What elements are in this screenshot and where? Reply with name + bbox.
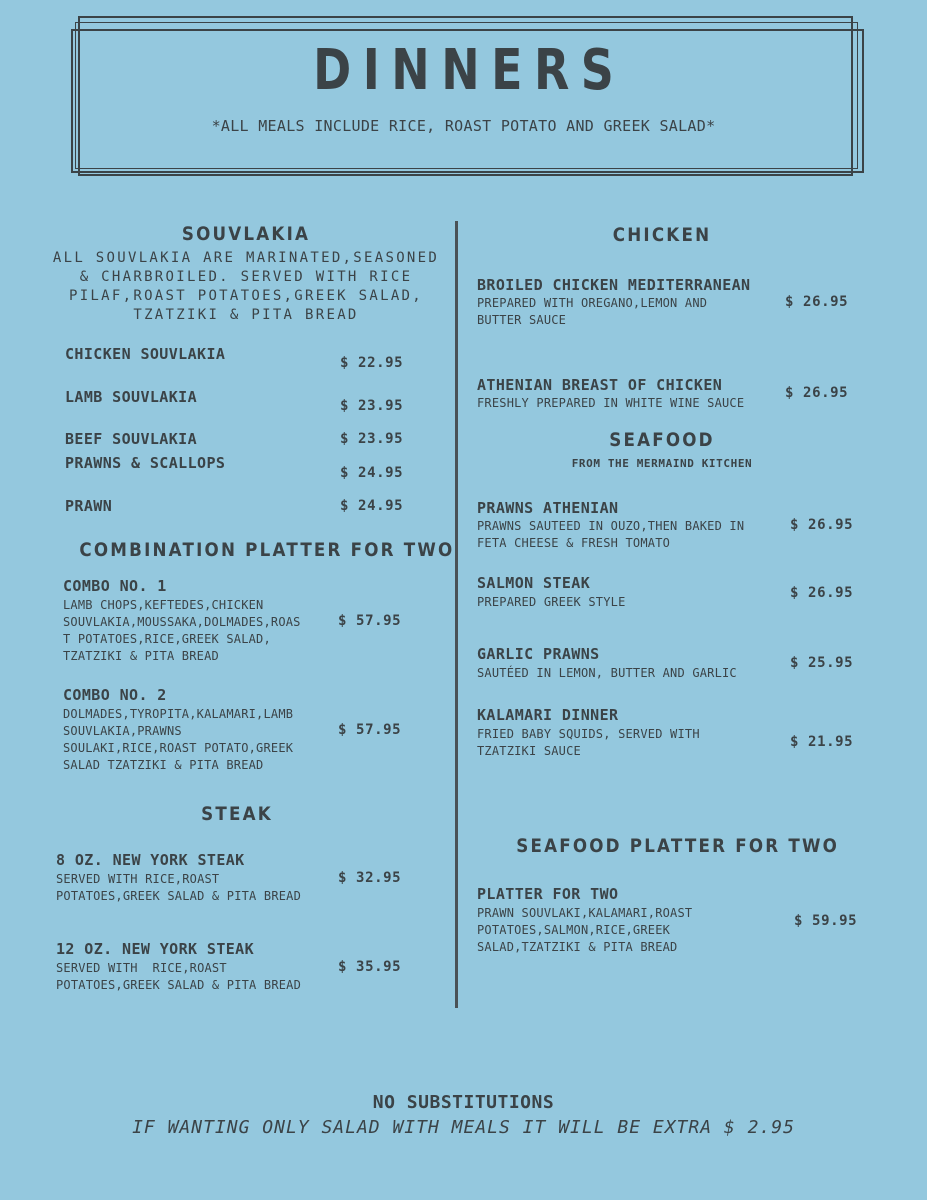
description-line: TZATZIKI SAUCE (477, 744, 581, 758)
description-line: BUTTER SAUCE (477, 313, 567, 327)
description-line: SALAD TZATZIKI & PITA BREAD (63, 758, 264, 772)
description-line: POTATOES,GREEK SALAD & PITA BREAD (56, 978, 302, 992)
menu-item-price: $ 35.95 (338, 959, 402, 975)
menu-item-name: LAMB SOUVLAKIA (65, 388, 198, 406)
souvlakia-intro (46, 249, 446, 325)
menu-item-description (477, 518, 777, 552)
menu-item-price: $ 26.95 (790, 585, 854, 601)
description-line: SAUTÉED IN LEMON, BUTTER AND GARLIC (477, 666, 737, 680)
menu-item-name: COMBO NO. 2 (63, 686, 167, 704)
menu-item-description (477, 295, 767, 329)
description-line: SOUVLAKIA,PRAWNS (63, 724, 182, 738)
menu-item-description (477, 905, 777, 956)
description-line: SOUVLAKIA,MOUSSAKA,DOLMADES,ROAS (63, 615, 301, 629)
description-line: T POTATOES,RICE,GREEK SALAD, (63, 632, 271, 646)
souvlakia-intro-line: TZATZIKI & PITA BREAD (133, 307, 359, 323)
souvlakia-intro-line: & CHARBROILED. SERVED WITH RICE (79, 269, 413, 285)
description-line: FRESHLY PREPARED IN WHITE WINE SAUCE (477, 396, 745, 410)
description-line: TZATZIKI & PITA BREAD (63, 649, 219, 663)
chicken-heading: CHICKEN (612, 224, 712, 246)
menu-item-name: KALAMARI DINNER (477, 706, 619, 724)
no-substitutions-note: NO SUBSTITUTIONS (372, 1092, 555, 1113)
description-line: SOULAKI,RICE,ROAST POTATO,GREEK (63, 741, 294, 755)
description-line: PREPARED GREEK STYLE (477, 595, 626, 609)
description-line: SERVED WITH RICE,ROAST (56, 872, 220, 886)
menu-item-name: PRAWN (65, 497, 113, 515)
menu-title: DINNERS (313, 38, 626, 103)
menu-item-price: $ 26.95 (790, 517, 854, 533)
souvlakia-intro-line: PILAF,ROAST POTATOES,GREEK SALAD, (68, 288, 424, 304)
menu-item-price: $ 59.95 (794, 913, 858, 929)
menu-item-description (477, 726, 777, 760)
description-line: PRAWN SOUVLAKI,KALAMARI,ROAST (477, 906, 693, 920)
menu-item-description (63, 706, 323, 774)
seafood-subheading: FROM THE MERMAIND KITCHEN (571, 457, 753, 470)
souvlakia-heading: SOUVLAKIA (181, 223, 311, 245)
description-line: PRAWNS SAUTEED IN OUZO,THEN BAKED IN (477, 519, 745, 533)
menu-item-price: $ 57.95 (338, 613, 402, 629)
menu-item-name: COMBO NO. 1 (63, 577, 167, 595)
menu-item-name: CHICKEN SOUVLAKIA (65, 345, 226, 363)
menu-item-name: PRAWNS & SCALLOPS (65, 454, 226, 472)
menu-item-price: $ 57.95 (338, 722, 402, 738)
seafood-heading: SEAFOOD (609, 429, 715, 451)
description-line: SALAD,TZATZIKI & PITA BREAD (477, 940, 678, 954)
menu-item-description (477, 594, 777, 611)
souvlakia-intro-line: ALL SOUVLAKIA ARE MARINATED,SEASONED (52, 250, 440, 266)
steak-heading: STEAK (201, 803, 273, 825)
menu-item-name: GARLIC PRAWNS (477, 645, 600, 663)
menu-item-name: PRAWNS ATHENIAN (477, 499, 619, 517)
description-line: PREPARED WITH OREGANO,LEMON AND (477, 296, 708, 310)
salad-extra-note: IF WANTING ONLY SALAD WITH MEALS IT WILL BE EXTRA $ 2.95 (132, 1117, 795, 1138)
menu-item-description (56, 960, 331, 994)
menu-item-price: $ 24.95 (340, 498, 404, 514)
menu-subtitle: *ALL MEALS INCLUDE RICE, ROAST POTATO AND GREEK SALAD* (211, 117, 716, 135)
description-line: DOLMADES,TYROPITA,KALAMARI,LAMB (63, 707, 294, 721)
menu-item-price: $ 32.95 (338, 870, 402, 886)
menu-item-price: $ 23.95 (340, 398, 404, 414)
combo-heading: COMBINATION PLATTER FOR TWO (79, 539, 455, 561)
description-line: POTATOES,GREEK SALAD & PITA BREAD (56, 889, 302, 903)
menu-item-price: $ 22.95 (340, 355, 404, 371)
menu-item-name: BROILED CHICKEN MEDITERRANEAN (477, 276, 751, 294)
description-line: SERVED WITH RICE,ROAST (56, 961, 227, 975)
description-line: POTATOES,SALMON,RICE,GREEK (477, 923, 671, 937)
menu-item-price: $ 25.95 (790, 655, 854, 671)
menu-item-name: ATHENIAN BREAST OF CHICKEN (477, 376, 723, 394)
menu-item-price: $ 21.95 (790, 734, 854, 750)
description-line: FETA CHEESE & FRESH TOMATO (477, 536, 671, 550)
menu-item-name: 8 OZ. NEW YORK STEAK (56, 851, 245, 869)
menu-item-name: 12 OZ. NEW YORK STEAK (56, 940, 255, 958)
menu-item-description (63, 597, 323, 665)
seafood-platter-heading: SEAFOOD PLATTER FOR TWO (516, 835, 840, 857)
description-line: FRIED BABY SQUIDS, SERVED WITH (477, 727, 700, 741)
menu-item-name: SALMON STEAK (477, 574, 591, 592)
menu-item-price: $ 26.95 (785, 385, 849, 401)
menu-item-description (56, 871, 331, 905)
menu-item-description (477, 665, 777, 682)
description-line: LAMB CHOPS,KEFTEDES,CHICKEN (63, 598, 264, 612)
menu-item-price: $ 23.95 (340, 431, 404, 447)
menu-item-name: BEEF SOUVLAKIA (65, 430, 198, 448)
menu-item-price: $ 26.95 (785, 294, 849, 310)
column-divider (455, 221, 458, 1008)
menu-item-name: PLATTER FOR TWO (477, 885, 619, 903)
menu-item-price: $ 24.95 (340, 465, 404, 481)
menu-item-description (477, 395, 777, 412)
